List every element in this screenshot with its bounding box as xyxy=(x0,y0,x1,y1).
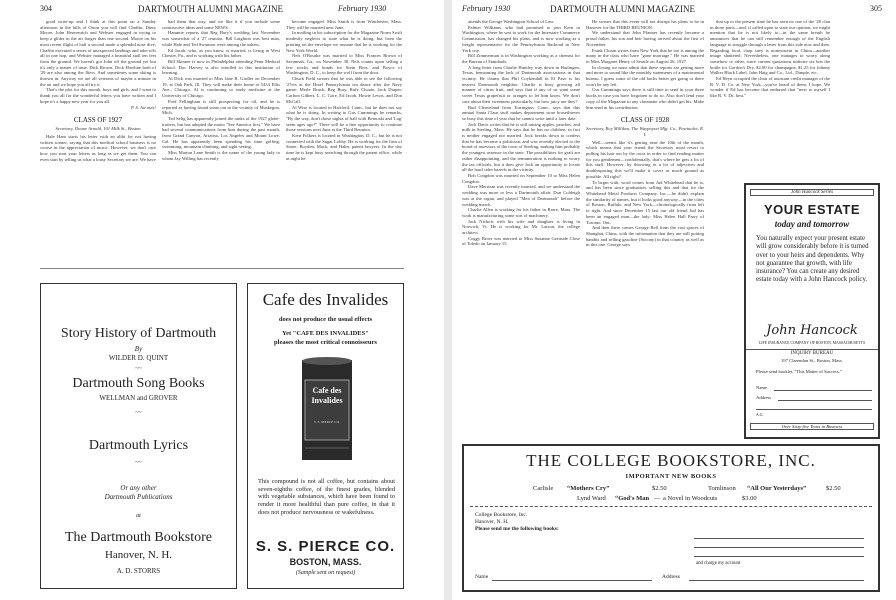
ad-title: THE COLLEGE BOOKSTORE, INC. xyxy=(526,451,816,470)
paragraph: Coggy Broer was married to Miss Susanne Gertrude Close of Toledo on January 15. xyxy=(462,235,580,247)
coupon-divider xyxy=(470,506,872,507)
company-city: BOSTON, MASS. xyxy=(289,557,362,567)
ad-subheadline: today and tomorrow xyxy=(774,219,850,229)
paragraph: That's the plot for this month, boys and girls, and I want to thank you all for the wonderful letters you have written and I hope it's a happy new year for you all. xyxy=(40,87,156,104)
paragraph: Ted Selig has apparently joined the ranks of the 1927 globe-trotters, but has adopted the motto "See America first." We have had several communications from him during the past month, from Grand Canyon, Arizona, Los Angeles and Mount Lowe, Cal. He has apparently been spending his time golfing, swimming, mountain climbing, and sight-seeing. xyxy=(162,115,280,150)
issue-date: February 1930 xyxy=(462,4,511,13)
ad-tagline: pleases the most critical connoisseurs xyxy=(274,339,377,346)
coffee-can-icon xyxy=(300,356,354,462)
book-price: $3.00 xyxy=(742,495,757,502)
store-town: Hanover, N. H. xyxy=(104,549,173,561)
paragraph: Nels O'Rourke was married to Miss Frances Brown of Savannah, Ga., on November 30. Nels counts upon selling a few stocks and bonds for Stein Bros. and Boyce of Washington, D. C., to keep the wolf from the door. xyxy=(286,53,402,76)
ad-headline: YOUR ESTATE xyxy=(763,202,861,217)
order-line[interactable] xyxy=(694,556,864,557)
paragraph: Palmer Williams, who had promised to join Kern in Washington, where he was to work for the Interstate Commerce Commission, has changed his plans, and is now working as a freight representative for the Pennsylvania Railroad in New York city. xyxy=(462,24,580,53)
order-address: Hanover, N. H. xyxy=(475,519,509,525)
by-label: By xyxy=(134,345,143,353)
paragraph: had them that way, and we like it if you include some constructive ideas and some NEWS. xyxy=(162,19,280,30)
address-field-2[interactable] xyxy=(756,409,872,410)
can-maker: S. S. PIERCE CO. xyxy=(313,420,341,424)
class-heading: CLASS OF 1928 xyxy=(620,116,670,125)
column-1 xyxy=(40,19,156,262)
paragraph: that up to the present time he has seen no one of the '28 clan in those parts—and, if called upon to state our opinion, we might mention that he is not likely to—in the same breath he announces that he can still remember enough of the English language to struggle through a letter from this side now and then. Regarding food, chop suey is nonexistent in China—another image shattered. Nevertheless, one manages to worry along somehow or other, since current quotations indicate six bits the bottle for Gordon's Dry, $2.00 for champagne, $1.25 for Johnny Walker Black Label, John Haig and Co., Ltd., Dimple, etc. xyxy=(710,19,830,76)
college-bookstore-ad xyxy=(462,444,880,592)
paragraph: Dave Merriam was recently married, and we understand the wedding was more or less a Dartmouth affair. Don Coldeigh was at the organ, and played "Men of Dartmouth" before the wedding march. xyxy=(462,184,580,207)
paragraph: Bud Cleaveland from Torrington, Conn., says that this annual Santa Claus stuff makes department store horsethieves so busy this time of year that he cannot write until a later date. xyxy=(462,104,580,121)
paragraph: Well—seems like it's getting near the 10th of the month, which means that your friend the Secretary must resort to pulling his hair out by the roots in order to find reading matter for you gentlemen—confidentially, that's where he gets a lot of this stuff. However, by throwing in a lot of adjectives and doublespacing this we'll make it cover as much ground as possible. All right? xyxy=(586,139,704,179)
magazine-title: DARTMOUTH ALUMNI MAGAZINE xyxy=(138,4,283,14)
series-label: John Hancock Series xyxy=(750,189,874,196)
at-label: at xyxy=(136,513,141,519)
column-1 xyxy=(462,19,580,444)
ad-tagline: Yet "CAFE DES INVALIDES" xyxy=(282,330,369,337)
address-label: Address xyxy=(662,574,681,580)
paragraph: become engaged. Miss Smith is from Winchester, Mass. They will be married next June. xyxy=(286,19,402,30)
book-title: “Mothers Cry” xyxy=(567,485,610,492)
ad-body: This compound is not all coffee, but contains about seven-eighths coffee, of the finest grades, blended with vegetable substances, which have been found to render it more healthful than pure coffee, in that it does not produce nervousness or wakefulness. xyxy=(258,478,395,516)
book-note-dash: — xyxy=(654,495,661,502)
column-2 xyxy=(162,19,280,262)
author: WILDER D. QUINT xyxy=(108,354,169,362)
address-label: Address xyxy=(756,395,772,400)
secretary-line: Secretary, Roy Milliken, The Waypoyset Mfg. Co., Pawtucket, R. I. xyxy=(586,126,704,137)
paragraph: Bob Congdon was married on September 10 to Miss Helen Congdon. xyxy=(462,172,580,184)
paragraph: Miss Marion Lane Smith is the name of the young lady to whom Jay Willing has recently xyxy=(162,150,280,161)
column-3 xyxy=(286,19,402,262)
postscript: P. S. Aw nuts! xyxy=(131,104,156,110)
order-line[interactable] xyxy=(694,547,864,548)
order-instructions: Please send me the following books: xyxy=(475,526,559,532)
paragraph: Ed Jacob, who, as you know, is married, is living in West Chester, Pa., and is working with his father. xyxy=(162,47,280,59)
right-page xyxy=(452,0,896,600)
ad-tagline: does not produce the usual effects xyxy=(278,316,373,323)
charge-label: and charge my account xyxy=(696,561,741,566)
name-label: Name xyxy=(756,385,767,390)
book-title: Story History of Dartmouth xyxy=(60,326,217,341)
book-author: Lynd Ward xyxy=(577,495,606,502)
paragraph: To begin with, word comes from Jud Whitehead that he is, and has been since graduation, selling this and that for the Whitehead Metal Products Company, Inc.—he didn't explain the similarity of names, but it looks good anyway—in the cities of Boston, Buffalo, and New York—chronologically from left to right. And since December 15 last our old friend Jud has been an engaged man—the lady: Miss Helen Hall Parry of Toronto, Ont. xyxy=(586,179,704,225)
ad-body: You naturally expect your present estate will grow considerably before it is turned over to your heirs and dependents. Why not guarantee that growth, with life insurance? You can create any desired estate today with a John Hancock policy. xyxy=(756,235,869,284)
page-number: 305 xyxy=(870,4,882,13)
book-author: Carlisle xyxy=(533,485,554,492)
name-field[interactable] xyxy=(774,390,872,391)
dartmouth-bookstore-ad xyxy=(40,283,237,589)
book-author: Tomlinson xyxy=(708,485,736,492)
secretary-line: Secretary, Doane Arnold, 101 Milk St., Boston xyxy=(55,126,141,132)
name-field[interactable] xyxy=(492,580,652,581)
book-title: “God's Man xyxy=(615,495,650,502)
john-hancock-ad xyxy=(744,183,880,439)
name-label: Name xyxy=(475,574,489,580)
paragraph: Hammie reports that Reg Bury's wedding last November was somewhat of a '27 reunion. Bill Laighton was best man, while Hale and Ted Swanson were among the ushers. xyxy=(162,30,280,47)
book-title: “All Our Yesterdays” xyxy=(747,485,807,492)
paragraph: We understand that John Pfanner has recently become a proud father, his son and heir having arrived about the first of November. xyxy=(586,30,704,47)
ornament: ~~ xyxy=(135,410,142,416)
magazine-title: DARTMOUTH ALUMNI MAGAZINE xyxy=(550,4,695,14)
store-owner: A. D. STORRS xyxy=(116,567,161,575)
paragraph: He swears that this event will not disrupt his plans to be in Hanover for the THIRD REUNION. xyxy=(586,19,704,30)
paragraph: And then there comes George Bell from the vast spaces of Shanghai, China, with the information that they are still potting bandits and selling gasoline (Socony) in that country as well as in this one. George says xyxy=(586,225,704,248)
booklet-request: Please send booklet, "This Matter of Success." xyxy=(756,369,842,374)
issue-date: February 1930 xyxy=(338,4,387,13)
paragraph: Hale Ham starts his letter with an alibi for not having written sooner, saying that this medical school business is no course in the appreciation of music. However, we don't care how you start your letters as long as we get them. You can even start by telling us what a lousy Secretary we are. We have xyxy=(40,133,156,162)
paragraph: good write-up and I think at this point on a Sunday afternoon in the hills of Orion you will find Chaffin, Dinty Moore, John Heavenrich and Webster engaged in trying to keep a glider in the air longer than one second. Moore on his most recent flight of half a second made a splendid nose dive, Chaffin executed a series of unexpected landings and take-offs all in one hop, and Webster managed a beautiful stall ten feet from the ground. We haven't got John off the ground yet but it's only a matter of time. Dick Brown, Dick Eberline both of '29 are also among the fliers. And sometimes some skiing is thrown in. Anyway we are all veterans of maybe a minute in the air and we hope you all try it. xyxy=(40,19,156,87)
hancock-signature: John Hancock xyxy=(766,323,858,338)
book-title: Dartmouth Song Books xyxy=(72,376,205,391)
can-label: Invalides xyxy=(311,396,343,405)
paragraph: Jock Davis writes that he is still raising apples, peaches, and milk in Sterling, Mass. He says that he has no children, in fact is neither engaged nor married. Jock breaks down to confess that he has become a politician, and was recently elected to the board of assessors of the town of Sterling, making him probably the youngest assessor in the state. The possibilities for graft are rather disappointing, and the remuneration is nothing to worry the tax officials, but it does give Jock an opportunity to locate all the hard cider barrels in the vicinity. xyxy=(462,121,580,173)
paragraph: Fred Fellingham is still prospecting for oil, and he is reported as having found some out in the vicinity of Muskegon, Mich. xyxy=(162,98,280,116)
bureau-address: 197 Clarendon St., Boston, Mass. xyxy=(781,358,843,363)
book-price: $2.50 xyxy=(652,485,667,492)
address-field[interactable] xyxy=(778,400,872,401)
paragraph: Al Wise is located in Hartford, Conn., but he does not say what he is doing. In writing to Gus Cummings he remarks, "By the way, don't those nights of hall with Bernoski and 'Lag' seem ages ago?" There will be a fine opportunity to continue those sessions next June at the Third Reunion. xyxy=(286,104,402,133)
ag-code: A.G. xyxy=(756,413,764,417)
footer-label: Over Sixty-five Years in Business xyxy=(750,423,874,430)
paragraph: Charlie Allen is working for his father in Barre, Mass. The work is manufacturing some sort of machinery. xyxy=(462,207,580,218)
can-label: Cafe des xyxy=(312,386,342,395)
paragraph: Jack Nichols with his wife and daughter is living in Norwich, Vt. He is working for Mr. Larson, the college architect. xyxy=(462,218,580,236)
ad-title: Cafe des Invalides xyxy=(262,290,389,309)
column-3 xyxy=(710,19,830,169)
ornament: ~~ xyxy=(135,366,142,372)
cafe-des-invalides-ad xyxy=(247,283,404,589)
paragraph: Bill Skinner is now in Philadelphia attending Penn Medical School. Doc Harvey is also enrolled in this institution of learning. xyxy=(162,58,280,76)
divider xyxy=(40,268,404,269)
paragraph: Bill Zimmerman is in Washington working as a chemist for the Bureau of Standards. xyxy=(462,53,580,64)
book-price: $2.50 xyxy=(826,485,841,492)
ad-subtitle: IMPORTANT NEW BOOKS xyxy=(625,473,717,480)
bureau-label: INQUIRY BUREAU xyxy=(746,349,878,356)
class-heading: CLASS OF 1927 xyxy=(73,116,123,125)
paragraph: A long letter from Charlie Huntley way down in Harlingen, Texas, bemoaning the lack of Dartmouth associations in that vicinity. He claims that Phil Coykendall in El Paso is his nearest Dartmouth neighbor. Charlie is busy growing all manner of citrus fruit, and says that if any of us want some sweet Texas grapefruit or oranges to let him know. We don't care about their sweetness particularly, but how juicy are they? xyxy=(462,64,580,104)
page-gutter xyxy=(444,0,452,600)
paragraph: In mailing in his subscription for the Magazine Norm Swift modestly neglects to state what he is doing, but from the printing on the envelope we assume that he is working for the New York World. xyxy=(286,30,402,53)
store-name: The Dartmouth Bookstore xyxy=(65,530,212,545)
left-page xyxy=(0,0,444,600)
order-line[interactable] xyxy=(694,538,864,539)
book-note: a Novel in Woodcuts xyxy=(663,495,718,502)
author: WELLMAN and GROVER xyxy=(99,394,178,402)
company-name: LIFE INSURANCE COMPANY OF BOSTON, MASSACHUSETTS xyxy=(758,341,866,345)
paragraph: Al Dick was married to Miss Jane B. Girdler on December 19, at Oak Park, Ill. They will make their home at 5434 Ellis Ave., Chicago. Al is continuing to study medicine at the University of Chicago. xyxy=(162,76,280,99)
paragraph: Frank Cloran writes from New York that he too is among the many in the class who have "gone marriage." He was married to Miss Margaret Henry of Seattle on August 26, 1927. xyxy=(586,47,704,64)
order-address: College Bookstore, Inc. xyxy=(475,512,528,518)
address-field[interactable] xyxy=(689,580,864,581)
paragraph: Gus Cummings says there is still time to send in your three bucks in case you have forgotten to do so. Also don't lend your copy of the Magazine to any classmate who didn't get his. Make him send in his contribution. xyxy=(586,87,704,110)
column-2 xyxy=(586,19,704,444)
sample-note: (Sample sent on request) xyxy=(295,570,356,576)
publications-label: Dartmouth Publications xyxy=(104,493,173,501)
page-number: 304 xyxy=(40,4,52,13)
paragraph: attends the George Washington School of Law. xyxy=(468,19,555,24)
ornament: ~~ xyxy=(135,460,142,466)
paragraph: In closing we must admit that these reports are getting more and more to sound like the monthly statements of a matrimonial bureau. I guess some of the old bachs better get going or there won't be any left. xyxy=(586,64,704,87)
paragraph: Kern Folkers is located in Washington, D. C., but he is not connected with the Sugar Lobby. He is working for the firm of Stone, Boyden, Mack, and Hahn, patent lawyers. In the day time he is kept busy searching through the patent office, while at night he xyxy=(286,133,402,161)
company-name: S. S. PIERCE CO. xyxy=(255,538,396,555)
paragraph: Chuck Field swears that he was able to see the following '27ers at the Hotel Pennsylvania tea dance after the Navy game: Merle Brush, Reg Bury, Rufe Choate, Jack Draper, Carlton Gilbert, L. C. Gore, Ed Jacob, Howie Lewis, and Don McCall. xyxy=(286,76,402,104)
paragraph: Ed Heyn occupied the chair of assistant credit manager of the R. V. D. Co. at New York—you've heard of them, I hope. We wonder if Ed has become that enthused that "next to myself I like B. V. Ds. best." xyxy=(710,76,830,99)
book-title: Dartmouth Lyrics xyxy=(88,438,189,453)
or-any-label: Or any other xyxy=(120,484,157,492)
